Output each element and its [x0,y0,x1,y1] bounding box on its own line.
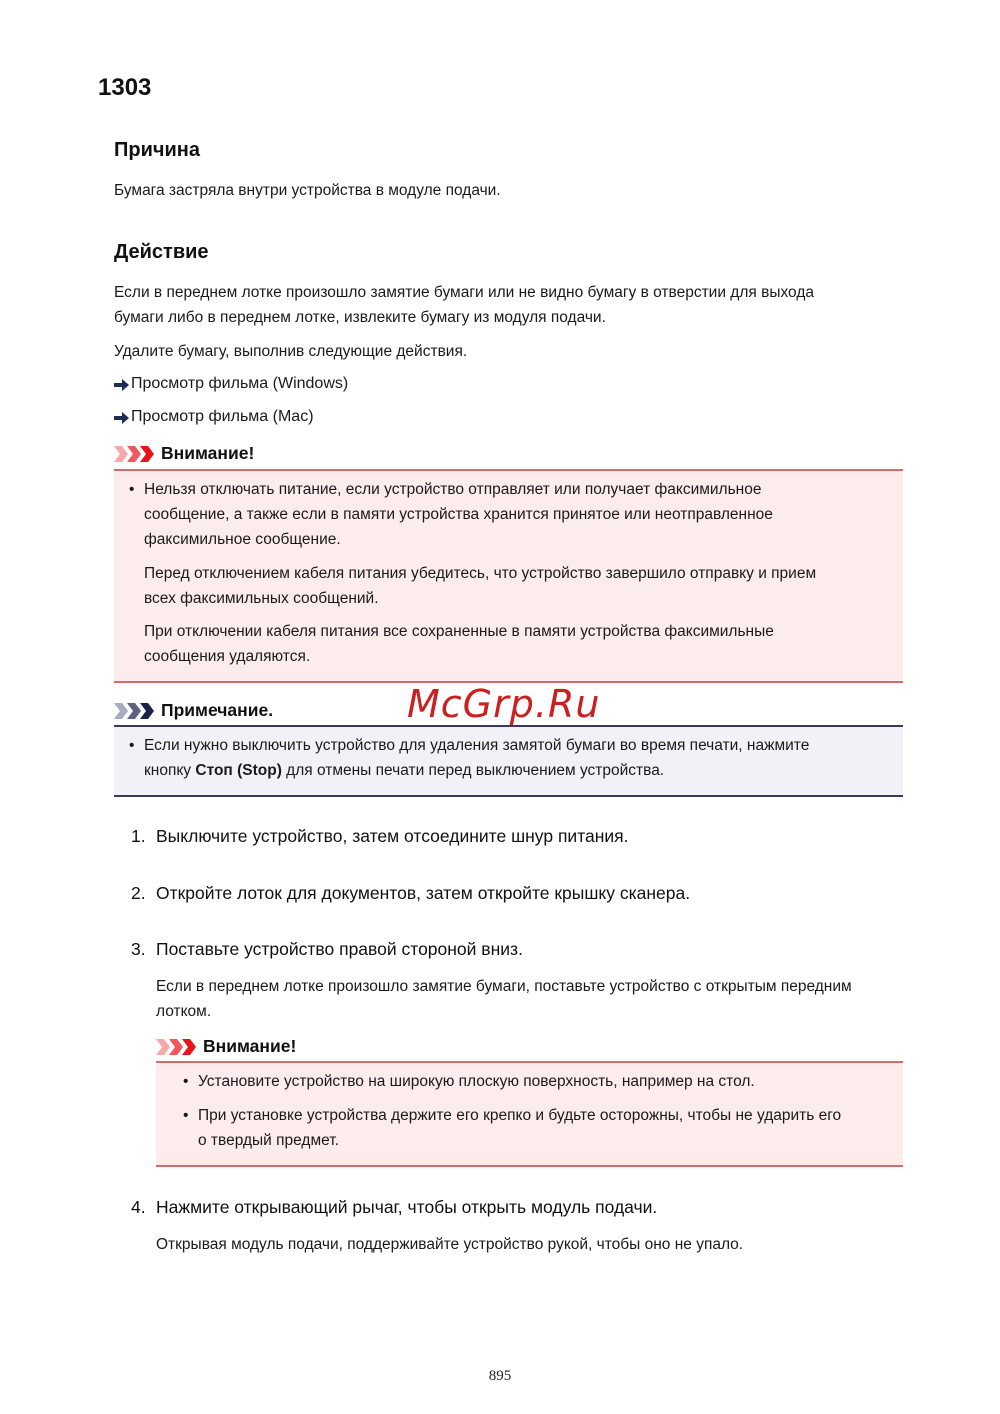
caution-line: Перед отключением кабеля питания убедитесь, что устройство завершило отправку и прием [144,565,817,582]
action-paragraph [114,280,904,330]
bullet-dot: • [183,1073,189,1090]
stop-button-reference: Стоп (Stop) [195,762,282,779]
bullet-dot: • [129,481,135,498]
caution-line: факсимильное сообщение. [144,531,341,548]
step-text: Нажмите открывающий рычаг, чтобы открыть модуль подачи. [156,1197,658,1217]
step-number: 2. [131,883,146,903]
caution-bullet [129,477,884,552]
step-detail-line: Открывая модуль подачи, поддерживайте устройство рукой, чтобы оно не упало. [156,1236,744,1253]
caution-paragraph [144,619,894,669]
arrow-right-icon [114,378,130,390]
caution-bullet [183,1069,898,1094]
caution-line: о твердый предмет. [198,1132,339,1149]
step-4-detail [156,1232,906,1257]
caution-line: При отключении кабеля питания все сохраненные в памяти устройства факсимильные [144,623,774,640]
step-number: 4. [131,1197,146,1217]
caution-line: сообщения удаляются. [144,648,311,665]
link-movie-windows[interactable] [114,375,348,393]
triple-chevron-red-icon [156,1039,198,1055]
triple-chevron-red-icon [114,446,156,462]
step-detail-line: Если в переднем лотке произошло замятие бумаги, поставьте устройство с открытым передним [156,978,852,995]
step-text: Поставьте устройство правой стороной вниз. [156,939,523,959]
caution-paragraph [144,561,894,611]
triple-chevron-navy-icon [114,703,156,719]
note-title: Примечание. [161,700,274,720]
step-number: 3. [131,939,146,959]
caution-box [114,469,903,683]
action-instruction: Удалите бумагу, выполнив следующие действия. [114,343,468,360]
note-line: Если нужно выключить устройство для удаления замятой бумаги во время печати, нажмите [144,737,810,754]
bullet-dot: • [183,1107,189,1124]
step-4 [131,1197,657,1218]
note-text: для отмены печати перед выключением устройства. [281,762,665,779]
caution-box-2 [156,1061,903,1167]
link-movie-mac[interactable] [114,408,314,426]
link-label[interactable]: Просмотр фильма (Windows) [131,375,349,392]
caution-title: Внимание! [203,1036,297,1056]
caution-line: Установите устройство на широкую плоскую поверхность, например на стол. [198,1073,755,1090]
error-code-title: 1303 [98,74,152,101]
arrow-right-icon [114,411,130,423]
caution-heading-2 [156,1036,296,1057]
action-paragraph-line: Если в переднем лотке произошло замятие бумаги или не видно бумагу в отверстии для выхода [114,284,814,301]
caution-heading [114,443,254,464]
caution-line: сообщение, а также если в памяти устройства хранится принятое или неотправленное [144,506,773,523]
step-3 [131,939,523,960]
note-line [144,758,894,783]
watermark: McGrp.Ru [407,682,601,726]
step-detail-line: лотком. [156,1003,212,1020]
page-number: 895 [488,1368,512,1384]
caution-title: Внимание! [161,443,255,463]
cause-text: Бумага застряла внутри устройства в модуле подачи. [114,182,501,199]
step-text: Выключите устройство, затем отсоедините шнур питания. [156,826,629,846]
bullet-dot: • [129,737,135,754]
step-2 [131,883,690,904]
cause-heading: Причина [114,139,200,161]
note-text: кнопку [144,762,196,779]
step-text: Откройте лоток для документов, затем откройте крышку сканера. [156,883,691,903]
step-1 [131,826,629,847]
link-label[interactable]: Просмотр фильма (Mac) [131,408,314,425]
step-3-detail [156,974,906,1024]
note-bullet [129,733,894,783]
note-box [114,725,903,797]
step-number: 1. [131,826,146,846]
note-heading [114,700,273,721]
caution-line: всех факсимильных сообщений. [144,590,379,607]
action-paragraph-line: бумаги либо в переднем лотке, извлеките бумагу из модуля подачи. [114,309,606,326]
caution-bullet [183,1103,898,1153]
caution-line: При установке устройства держите его крепко и будьте осторожны, чтобы не ударить его [198,1107,842,1124]
action-heading: Действие [114,241,209,263]
caution-line: Нельзя отключать питание, если устройство отправляет или получает факсимильное [144,481,762,498]
